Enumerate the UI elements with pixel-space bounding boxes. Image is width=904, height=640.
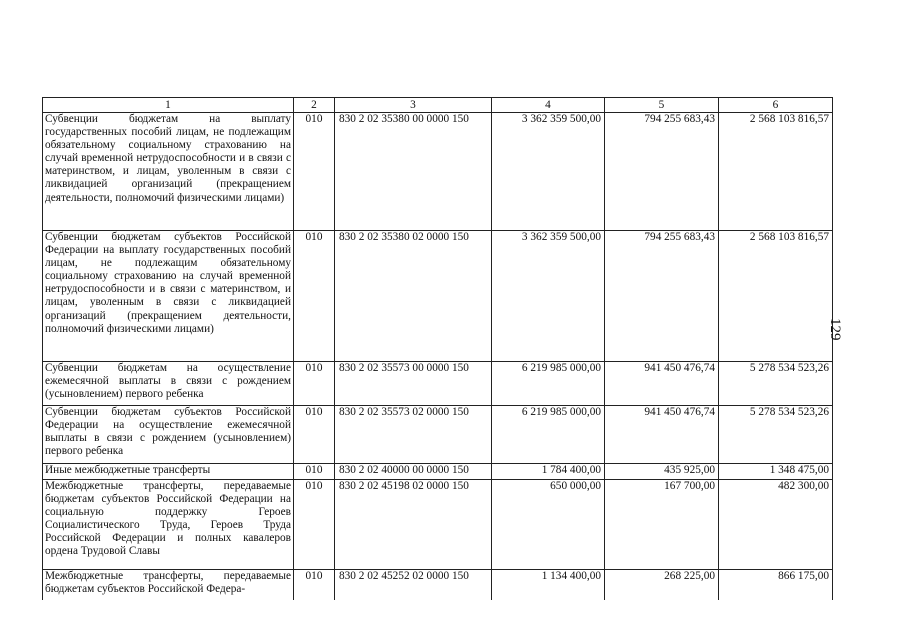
- column-header: 4: [492, 98, 605, 113]
- row-kbk: 830 2 02 40000 00 0000 150: [335, 464, 492, 480]
- row-assigned: 650 000,00: [492, 480, 605, 570]
- row-unexecuted: 866 175,00: [719, 570, 833, 600]
- row-unexecuted: 2 568 103 816,57: [719, 231, 833, 362]
- row-unexecuted: 1 348 475,00: [719, 464, 833, 480]
- table-row: [43, 464, 833, 480]
- row-assigned: 1 784 400,00: [492, 464, 605, 480]
- row-name: Межбюджетные трансферты, передаваемые бюджетам субъектов Российской Федерации на социальную поддержку Героев Социалистического Труда, Героев Труда Российской Федерации и полных кавалеров ордена Трудовой Славы: [43, 480, 294, 570]
- row-executed: 268 225,00: [605, 570, 719, 600]
- row-executed: 794 255 683,43: [605, 231, 719, 362]
- page-number: 129: [827, 318, 843, 341]
- row-executed: 941 450 476,74: [605, 406, 719, 464]
- row-unexecuted: 5 278 534 523,26: [719, 362, 833, 406]
- row-code: 010: [294, 362, 335, 406]
- row-name: Иные межбюджетные трансферты: [43, 464, 294, 480]
- row-executed: 167 700,00: [605, 480, 719, 570]
- budget-table: [42, 97, 833, 600]
- row-kbk: 830 2 02 35380 00 0000 150: [335, 113, 492, 231]
- row-unexecuted: 482 300,00: [719, 480, 833, 570]
- table-row: [43, 570, 833, 600]
- row-executed: 794 255 683,43: [605, 113, 719, 231]
- row-executed: 941 450 476,74: [605, 362, 719, 406]
- row-assigned: 6 219 985 000,00: [492, 362, 605, 406]
- row-name: Субвенции бюджетам на выплату государственных пособий лицам, не подлежащим обязательному социальному страхованию на случай временной нетрудоспособности и в связи с материнством, и лицам, уволенным в связи с ликвидацией организаций (прекращением деятельности, полномочий физическими лицами): [43, 113, 294, 231]
- row-kbk: 830 2 02 35573 02 0000 150: [335, 406, 492, 464]
- row-executed: 435 925,00: [605, 464, 719, 480]
- row-assigned: 6 219 985 000,00: [492, 406, 605, 464]
- table-row: [43, 113, 833, 231]
- row-code: 010: [294, 113, 335, 231]
- table-row: [43, 480, 833, 570]
- column-header: 3: [335, 98, 492, 113]
- row-kbk: 830 2 02 35573 00 0000 150: [335, 362, 492, 406]
- row-kbk: 830 2 02 45198 02 0000 150: [335, 480, 492, 570]
- row-assigned: 1 134 400,00: [492, 570, 605, 600]
- row-name: Межбюджетные трансферты, передаваемые бюджетам субъектов Российской Федера-: [43, 570, 294, 600]
- row-code: 010: [294, 231, 335, 362]
- row-code: 010: [294, 480, 335, 570]
- row-kbk: 830 2 02 45252 02 0000 150: [335, 570, 492, 600]
- row-code: 010: [294, 570, 335, 600]
- row-name: Субвенции бюджетам субъектов Российской Федерации на выплату государственных пособий лицам, не подлежащим обязательному социальному страхованию на случай временной нетрудоспособности и в связи с материнством, и лицам, уволенным в связи с ликвидацией организаций (прекращением деятельности, полномочий физическими лицами): [43, 231, 294, 362]
- column-header: 6: [719, 98, 833, 113]
- row-name: Субвенции бюджетам субъектов Российской Федерации на осуществление ежемесячной выплаты в связи с рождением (усыновлением) первого ребенка: [43, 406, 294, 464]
- row-unexecuted: 5 278 534 523,26: [719, 406, 833, 464]
- row-code: 010: [294, 464, 335, 480]
- row-unexecuted: 2 568 103 816,57: [719, 113, 833, 231]
- row-assigned: 3 362 359 500,00: [492, 113, 605, 231]
- table-row: [43, 362, 833, 406]
- row-code: 010: [294, 406, 335, 464]
- column-number-row: [43, 98, 833, 113]
- table-row: [43, 231, 833, 362]
- column-header: 1: [43, 98, 294, 113]
- table-row: [43, 406, 833, 464]
- column-header: 2: [294, 98, 335, 113]
- column-header: 5: [605, 98, 719, 113]
- row-assigned: 3 362 359 500,00: [492, 231, 605, 362]
- row-kbk: 830 2 02 35380 02 0000 150: [335, 231, 492, 362]
- row-name: Субвенции бюджетам на осуществление ежемесячной выплаты в связи с рождением (усыновлением) первого ребенка: [43, 362, 294, 406]
